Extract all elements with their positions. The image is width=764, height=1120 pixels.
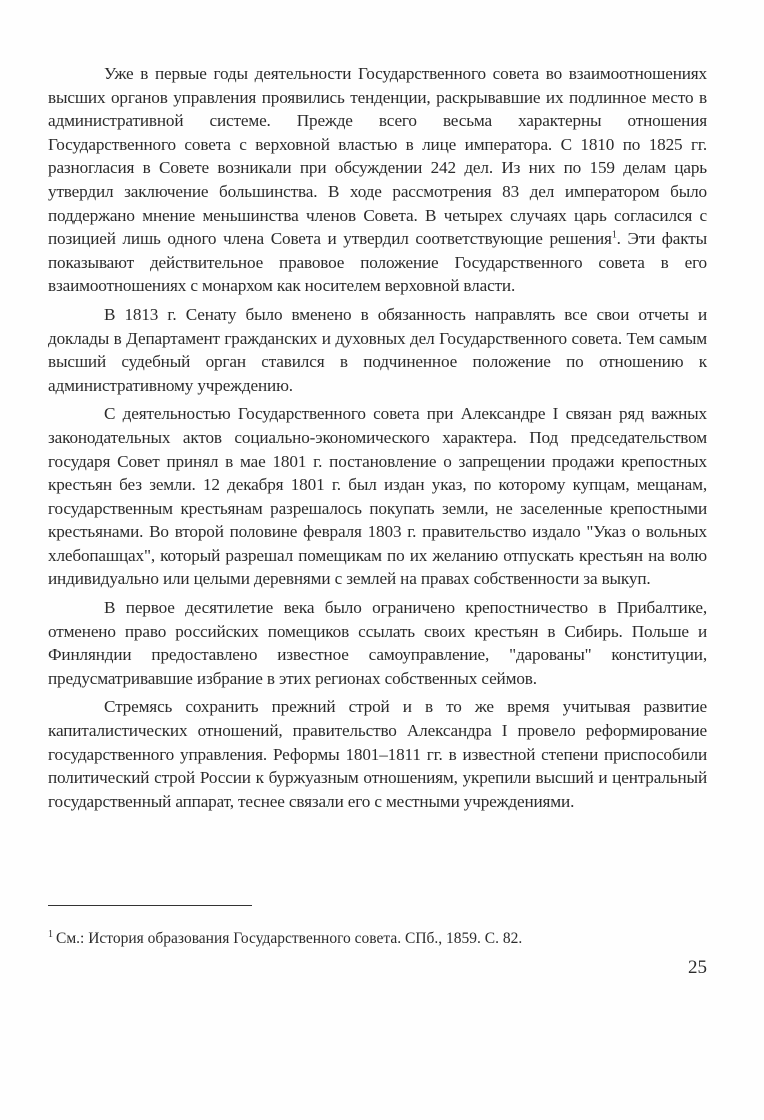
footnote-divider (48, 905, 252, 906)
paragraph-reforms: Стремясь сохранить прежний строй и в то же время учитывая развитие капиталистических отношений, правительство Александра I провело реформирование государственного управления. Реформы 1801–1811 гг. в известной степени приспособили политический строй России к буржуазным отношениям, укрепили высший и центральный государственный аппарат, теснее связали его с местными учреждениями. (48, 697, 707, 811)
footnote-text: См.: История образования Государственного совета. СПб., 1859. С. 82. (56, 930, 523, 947)
footnote-marker: 1 (48, 928, 53, 940)
paragraph-text-continued: . Эти факты показывают действительное правовое положение Государственного совета в его взаимоотношениях с монархом как носителем верховной власти. (48, 229, 708, 296)
paragraph-state-council-relations (48, 62, 707, 298)
page-number: 25 (688, 957, 707, 978)
main-text (48, 62, 707, 818)
footnote (48, 929, 707, 949)
paragraph-legislative-acts: С деятельностью Государственного совета при Александре I связан ряд важных законодательных актов социально-экономического характера. Под председательством государя Совет принял в мае 1801 г. постановление о запрещении продажи крепостных крестьян без земли. 12 декабря 1801 г. был издан указ, по которому купцам, мещанам, государственным крестьянам разрешалось покупать земли, не заселенные крепостными крестьянами. Во второй половине февраля 1803 г. правительство издало "Указ о вольных хлебопашцах", который разрешал помещикам по их желанию отпускать крестьян на волю индивидуально или целыми деревнями с землей на правах собственности за выкуп. (48, 404, 707, 589)
paragraph-first-decade: В первое десятилетие века было ограничено крепостничество в Прибалтике, отменено право российских помещиков ссылать своих крестьян в Сибирь. Польше и Финляндии предоставлено известное самоуправление, "дарованы" конституции, предусматривавшие избрание в этих регионах собственных сеймов. (48, 598, 707, 688)
paragraph-senate-reports: В 1813 г. Сенату было вменено в обязанность направлять все свои отчеты и доклады в Департамент гражданских и духовных дел Государственного совета. Тем самым высший судебный орган ставился в подчиненное положение по отношению к административному учреждению. (48, 304, 707, 395)
footnote-reference: 1 (611, 229, 617, 241)
paragraph-text: Уже в первые годы деятельности Государственного совета во взаимоотношениях высших органов управления проявились тенденции, раскрывавшие их подлинное место в административной системе. Прежде всего весьма характерны отношения Государственного совета с верховной властью в лице императора. С 1810 по 1825 гг. разногласия в Совете возникали при обсуждении 242 дел. Из них по 159 делам царь утвердил заключение большинства. В ходе рассмотрения 83 дел императором было поддержано мнение меньшинства членов Совета. В четырех случаях царь согласился с позицией лишь одного члена Совета и утвердил соответствующие решения (48, 64, 707, 249)
